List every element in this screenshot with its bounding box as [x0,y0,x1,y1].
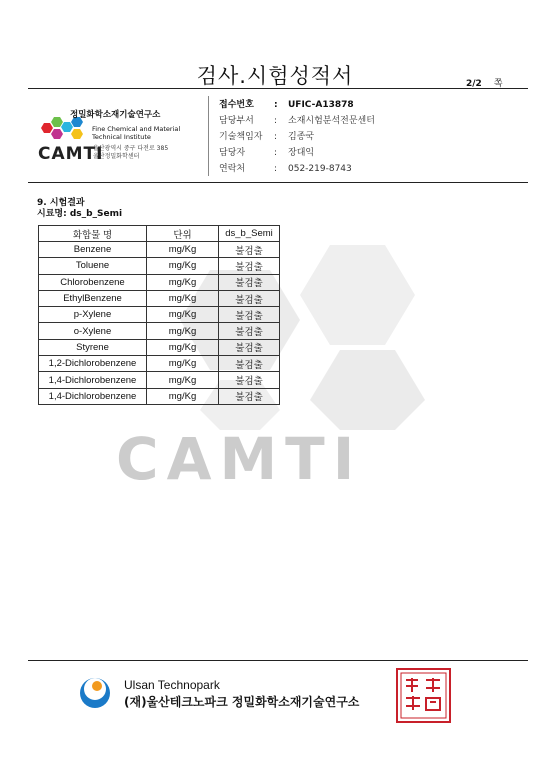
table-row [39,323,280,339]
table-cell: 불검출 [219,307,280,323]
sample-name: 시료명: ds_b_Semi [37,209,123,219]
ulsan-technopark-logo-icon [78,676,112,710]
table-row [39,356,280,372]
institute-address: 울산광역시 중구 다전로 385 울산정밀화학센터 [93,145,169,160]
table-row [39,372,280,388]
table-cell: 1,4-Dichlorobenzene [39,372,147,388]
table-cell: mg/Kg [147,339,219,355]
table-cell: p-Xylene [39,307,147,323]
table-cell: mg/Kg [147,274,219,290]
camti-logo-text: CAMTI [38,144,104,164]
table-cell: 불검출 [219,339,280,355]
table-row [39,258,280,274]
column-header: 화합물 명 [39,226,147,242]
technical-manager-row: 기술책임자 : 김종국 [219,132,315,142]
table-header-row [39,226,280,242]
table-cell: o-Xylene [39,323,147,339]
footer-divider [28,660,528,661]
table-cell: Chlorobenzene [39,274,147,290]
footer-english-name: Ulsan Technopark [124,678,220,692]
camti-watermark: CAMTI [116,425,363,493]
contact-row: 연락처 : 052-219-8743 [219,164,352,174]
person-in-charge-row: 담당자 : 장대익 [219,148,315,158]
table-cell: 불검출 [219,274,280,290]
table-row [39,290,280,306]
institute-name: 정밀화학소재기술연구소 [70,110,161,120]
header-vertical-divider [208,96,209,176]
table-cell: 불검출 [219,388,280,404]
table-row [39,388,280,404]
table-row [39,307,280,323]
official-seal-stamp [396,668,451,723]
department-row: 담당부서 : 소재시험분석전문센터 [219,116,375,126]
table-row [39,339,280,355]
section-heading: 9. 시험결과 [37,198,85,208]
table-cell: 불검출 [219,242,280,258]
table-cell: 불검출 [219,372,280,388]
table-cell: 불검출 [219,356,280,372]
table-cell: mg/Kg [147,356,219,372]
footer-korean-name: (재)울산테크노파크 정밀화학소재기술연구소 [124,695,360,709]
table-cell: 1,2-Dichlorobenzene [39,356,147,372]
document-title: 검사.시험성적서 [196,64,354,88]
institute-english-name: Fine Chemical and Material Technical Institute [92,125,181,141]
table-cell: mg/Kg [147,242,219,258]
table-cell: Benzene [39,242,147,258]
info-divider [28,182,528,183]
table-cell: mg/Kg [147,290,219,306]
table-cell: Toluene [39,258,147,274]
table-cell: 불검출 [219,258,280,274]
table-cell: 1,4-Dichlorobenzene [39,388,147,404]
table-cell: mg/Kg [147,258,219,274]
table-row [39,274,280,290]
table-cell: 불검출 [219,290,280,306]
table-row [39,242,280,258]
table-cell: mg/Kg [147,388,219,404]
table-cell: mg/Kg [147,372,219,388]
table-cell: mg/Kg [147,323,219,339]
table-cell: Styrene [39,339,147,355]
table-cell: mg/Kg [147,307,219,323]
column-header: 단위 [147,226,219,242]
header-divider [28,88,528,89]
table-cell: 불검출 [219,323,280,339]
page-number: 2/2 쪽 [466,79,503,89]
results-table [38,225,280,405]
table-cell: EthylBenzene [39,290,147,306]
column-header: ds_b_Semi [219,226,280,242]
receipt-number-row: 접수번호 : UFIC-A13878 [219,100,354,110]
